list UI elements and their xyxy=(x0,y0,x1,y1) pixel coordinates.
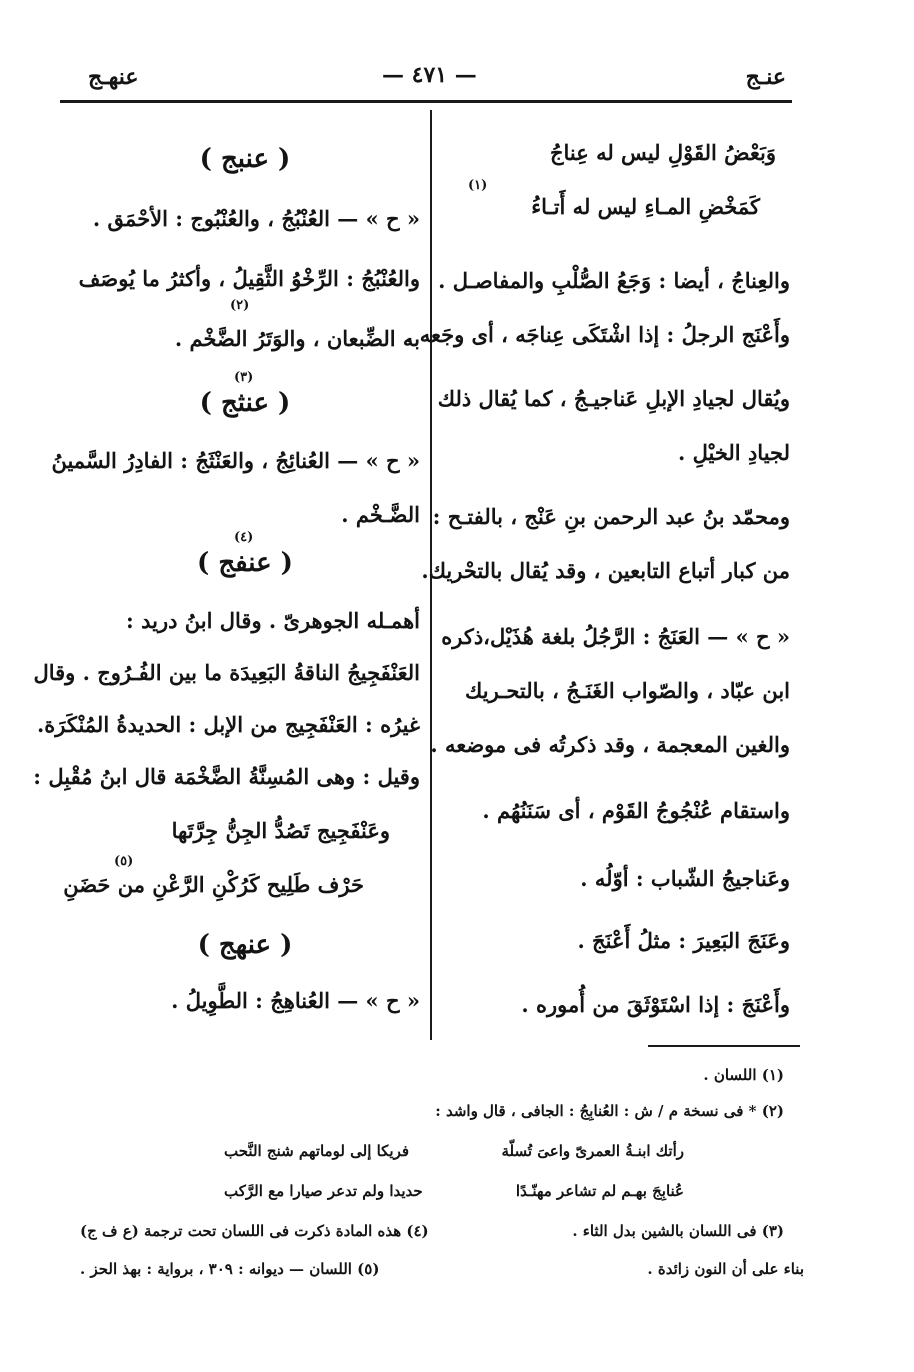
verse-line: حَرْف طَلِيح كَرُكْنِ الرَّعْنِ من حَضَنِ xyxy=(63,872,364,897)
footnote-marker: (٢) xyxy=(230,298,250,313)
verse-line: وَبَعْضُ القَوْلِ ليس له عِناجُ xyxy=(549,140,776,165)
text-line: وعَناجيجُ الشّباب : أوّلُه . xyxy=(580,866,790,891)
text-line: ابن عبّاد ، والصّواب الغَنَـجُ ، بالتحـريك xyxy=(465,678,790,703)
text-line: والعُنْبُجُ : الرِّخْوُ الثَّقِيلُ ، وأكثرُ ما يُوصَف xyxy=(78,266,420,291)
text-line: والعِناجُ ، أيضا : وَجَعُ الصُّلْبِ والمفاصـل . xyxy=(438,268,790,293)
text-line: العَنْفَجِيجُ الناقةُ البَعِيدَة ما بين الفُـرُوج . وقال xyxy=(33,660,420,685)
text-line: وأَعْنَج الرجلُ : إذا اشْتَكَى عِناجَه ، أى وجَعه . xyxy=(405,322,790,347)
text-line: « ح » — العُنْبُجُ ، والعُنْبُوج : الأحْمَق . xyxy=(92,206,420,231)
verse-line: وعَنْفَجِيج تَصُدُّ الجِنُّ جِرَّتَها xyxy=(171,818,390,843)
footnote-3-continued: بناء على أن النون زائدة . xyxy=(647,1260,804,1278)
text-line: « ح » — العُنائِجُ ، والعَنْثَجُ : الفادِرُ السَّمينُ xyxy=(51,448,420,473)
header-rule xyxy=(60,100,792,103)
text-line: أهمـله الجوهرىّ . وقال ابنُ دريد : xyxy=(126,608,420,633)
footnote-rule xyxy=(648,1045,800,1047)
footnote-1: (١) اللسان . xyxy=(703,1066,784,1084)
text-line: واستقام عُنْجُوجُ القَوْم ، أى سَنَنُهُم . xyxy=(482,798,790,823)
footnote-verse: فريكا إلى لوماتهم شنج النَّحب xyxy=(224,1142,410,1160)
footnote-marker: (١) xyxy=(468,178,488,193)
entry-heading: ( عنهج ) xyxy=(197,930,293,960)
text-line: الضَّـخْم . xyxy=(341,502,420,527)
text-line: ومحمّد بنُ عبد الرحمن بنِ عَنْج ، بالفتـح : xyxy=(432,504,790,529)
text-line: وأَعْنَجَ : إذا اسْتَوْثَقَ من أُموره . xyxy=(521,992,790,1017)
footnote-verse: حديدا ولم تدعر صيارا مع الرَّكب xyxy=(224,1182,423,1200)
text-line: ويُقال لجيادِ الإبلِ عَناجيـجُ ، كما يُقال ذلك xyxy=(437,386,790,411)
entry-heading: ( عنبج ) xyxy=(199,144,291,174)
entry-heading: ( عنفج ) xyxy=(196,548,293,578)
text-line: به الضِّبعان ، والوَتَرُ الضَّخْم . xyxy=(174,326,420,351)
footnote-marker: (٥) xyxy=(114,854,134,869)
text-line: « ح » — العُناهِجُ : الطَّوِيلُ . xyxy=(171,988,420,1013)
page-number: — ٤٧١ — xyxy=(382,62,477,88)
text-line: من كبار أتباع التابعين ، وقد يُقال بالتحْريك. xyxy=(421,558,790,583)
left-column xyxy=(33,130,420,1030)
text-line: وقيل : وهى المُسِنَّةُ الضَّخْمَة قال ابنُ مُقْبِل : xyxy=(33,764,420,789)
text-line: وعَنَجَ البَعِيرَ : مثلُ أَعْنَجَ . xyxy=(577,928,790,953)
verse-line: كَمَخْضِ المـاءِ ليس له أَتـاءُ xyxy=(531,194,760,219)
text-line: غيرُه : العَنْفَجِيج من الإبل : الحديدةُ المُنْكَرَة. xyxy=(36,712,420,737)
header-left-word: عنهـج xyxy=(88,64,139,90)
footnote-verse: رأتك ابنـةُ العمرىّ واعىَ تُسلّة xyxy=(501,1142,684,1160)
header-right-word: عنـج xyxy=(745,64,786,90)
footnote-5: (٥) اللسان — ديوانه : ٣٠٩ ، برواية : بهذ الحز . xyxy=(80,1260,380,1278)
footnote-marker: (٤) xyxy=(234,530,254,545)
right-column xyxy=(405,130,790,1030)
footnote-verse: عُنابِجَ بهـم لم تشاعر مهنّـدًا xyxy=(515,1182,684,1200)
footnote-marker: (٣) xyxy=(234,370,254,385)
text-line: لجيادِ الخيْلِ . xyxy=(677,440,790,465)
footnote-3: (٣) فى اللسان بالشين بدل الثاء . xyxy=(572,1222,784,1240)
text-line: « ح » — العَنَجُ : الرَّجُلُ بلغة هُذَيْل،ذكره xyxy=(441,624,790,649)
footnote-4: (٤) هذه المادة ذكرت فى اللسان تحت ترجمة (ع ف ج) xyxy=(80,1222,429,1240)
text-line: والغين المعجمة ، وقد ذكرتُه فى موضعه . xyxy=(430,732,790,757)
footnote-2: (٢) * فى نسخة م / ش : العُنابِجُ : الجافى ، قال واشد : xyxy=(435,1102,784,1120)
entry-heading: ( عنثج ) xyxy=(199,388,291,418)
